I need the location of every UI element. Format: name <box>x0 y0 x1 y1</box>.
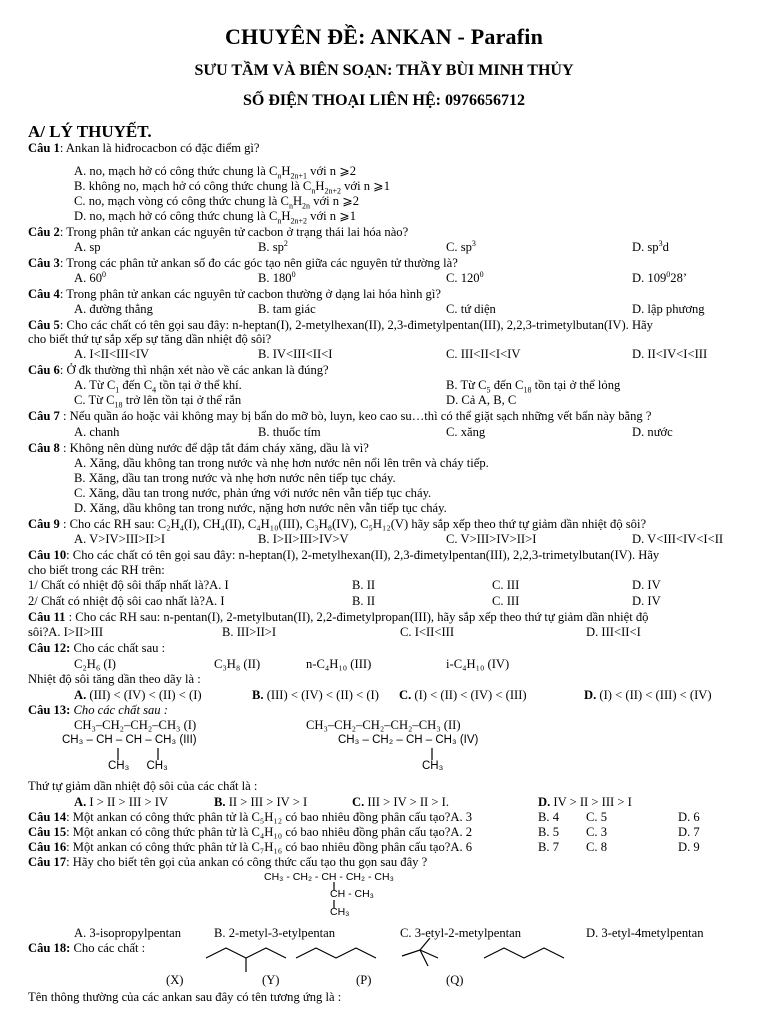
q11-option-c[interactable]: C. I<II<III <box>400 625 455 639</box>
q8-stem: Câu 8 : Không nên dùng nước để dập tắt đám cháy xăng, dầu là vì? <box>28 441 369 455</box>
q3-option-d[interactable]: D. $109^028$’ <box>632 269 688 285</box>
q12-compound-4: i-C₄H₁₀ (IV) <box>446 657 510 671</box>
q13-option-c[interactable]: C. III > IV > II > I. <box>352 795 449 809</box>
q10-sub2-option-a[interactable]: 2/ Chất có nhiệt độ sôi cao nhất là?A. I <box>28 594 225 608</box>
q2-option-c[interactable]: C. $sp^3$ <box>446 238 476 254</box>
q10-stem: Câu 10: Cho các chất có tên gọi sau đây: n-heptan(I), 2-metylhexan(II), 2,3-đimetylpentan(III), 2,2,3-trimetylbutan(IV). Hãy <box>28 548 660 562</box>
q17-formula-methyl: CH₃ <box>330 906 350 918</box>
q1-option-b[interactable]: B. không no, mạch hở có công thức chung là $C_nH_{2n+2}$ với n ⩾1 <box>74 179 391 196</box>
q16-option-c[interactable]: C. 8 <box>586 840 607 854</box>
q2-option-d[interactable]: D. $sp^3d$ <box>632 238 669 254</box>
q13-formula-1: CH₃–CH₂–CH₂–CH₃ (I) <box>74 718 197 732</box>
q12-stem: Câu 12: Cho các chất sau : <box>28 641 166 655</box>
q4-option-b[interactable]: B. tam giác <box>258 302 316 316</box>
q13-formula-4: CH₃ – CH₂ – CH – CH₃ (IV) <box>338 734 479 746</box>
q12-compound-3: n-C₄H₁₀ (III) <box>306 657 372 671</box>
q5-stem-2: cho biết thứ tự sắp xếp sự tăng dần nhiệt độ sôi? <box>28 332 272 346</box>
q6-option-c[interactable]: C. Từ $C_{18}$ trở lên tồn tại ở thể rắn <box>74 393 242 410</box>
q15-stem: Câu 15: Một ankan có công thức phân tử là C₄H₁₀ có bao nhiêu đồng phân cấu tạo?A. 2 <box>28 825 473 839</box>
q3-stem: Câu 3: Trong các phân tử ankan số đo các góc tạo nên giữa các nguyên tử thường là? <box>28 256 458 270</box>
q9-stem: Câu 9 : Cho các RH sau: C₂H₄(I), CH₄(II), C₄H₁₀(III), C₃H₈(IV), C₅H₁₂(V) hãy sắp xếp theo thứ tự giảm dần nhiệt độ sôi? <box>28 517 647 531</box>
q11-stem: Câu 11 : Cho các RH sau: n-pentan(I), 2-metylbutan(II), 2,2-đimetylpropan(III), hãy sắp xếp theo thứ tự giảm dần nhiệt độ <box>28 610 649 624</box>
q11-option-d[interactable]: D. III<II<I <box>586 625 641 639</box>
q18-stem: Câu 18: Cho các chất : <box>28 941 146 955</box>
q12-option-d[interactable]: D. (I) < (II) < (III) < (IV) <box>584 688 712 702</box>
q1-option-d[interactable]: D. no, mạch hở có công thức chung là $C_nH_{2n+2}$ với n ⩾1 <box>74 209 357 226</box>
q7-option-c[interactable]: C. xăng <box>446 425 486 439</box>
q1-stem: Câu 1: Ankan là hiđrocacbon có đặc điểm gì? <box>28 141 260 155</box>
q12-compound-1: C₂H₆ (I) <box>74 657 117 671</box>
phone-line: SỐ ĐIỆN THOẠI LIÊN HỆ: 0976656712 <box>243 92 525 109</box>
q17-option-a[interactable]: A. 3-isopropylpentan <box>74 926 182 940</box>
q17-option-c[interactable]: C. 3-etyl-2-metylpentan <box>400 926 522 940</box>
q14-option-b[interactable]: B. 4 <box>538 810 559 824</box>
q12-stem-2: Nhiệt độ sôi tăng dần theo dãy là : <box>28 672 201 686</box>
q17-formula-main: CH₃ - CH₂ - CH - CH₂ - CH₃ <box>264 871 394 883</box>
q7-option-d[interactable]: D. nước <box>632 425 673 439</box>
q4-option-a[interactable]: A. đường thẳng <box>74 302 153 316</box>
q13-stem-2: Thứ tự giảm dần nhiệt độ sôi của các chất là : <box>28 779 258 793</box>
q14-option-c[interactable]: C. 5 <box>586 810 607 824</box>
q13-formula-3: CH₃ – CH – CH – CH₃ (III) <box>62 734 197 746</box>
q9-option-d[interactable]: D. V<III<IV<I<II <box>632 532 724 546</box>
q10-sub2-option-c[interactable]: C. III <box>492 594 520 608</box>
author-line: SƯU TẦM VÀ BIÊN SOẠN: THẦY BÙI MINH THỦY <box>194 62 574 79</box>
q15-option-d[interactable]: D. 7 <box>678 825 700 839</box>
q17-option-d[interactable]: D. 3-etyl-4metylpentan <box>586 926 704 940</box>
q11-option-b[interactable]: B. III>II>I <box>222 625 277 639</box>
q18-label-x: (X) <box>166 973 184 987</box>
q2-option-b[interactable]: B. $sp^2$ <box>258 238 288 254</box>
q6-option-d[interactable]: D. Cả A, B, C <box>446 393 517 407</box>
q14-option-d[interactable]: D. 6 <box>678 810 700 824</box>
q5-option-c[interactable]: C. III<II<I<IV <box>446 347 521 361</box>
q12-option-b[interactable]: B. (III) < (IV) < (II) < (I) <box>252 688 379 702</box>
q17-formula-branch: CH - CH₃ <box>330 888 374 900</box>
q16-option-b[interactable]: B. 7 <box>538 840 559 854</box>
q5-stem: Câu 5: Cho các chất có tên gọi sau đây: n-heptan(I), 2-metylhexan(II), 2,3-đimetylpentan(III), 2,2,3-trimetylbutan(IV). Hãy <box>28 318 653 332</box>
q1-option-a[interactable]: A. no, mạch hở có công thức chung là $C_nH_{2n+1}$ với n ⩾2 <box>74 164 357 181</box>
q16-option-d[interactable]: D. 9 <box>678 840 700 854</box>
q17-option-b[interactable]: B. 2-metyl-3-etylpentan <box>214 926 336 940</box>
q6-option-a[interactable]: A. Từ $C_1$ đến $C_4$ tồn tại ở thể khí. <box>74 378 242 395</box>
q10-sub2-option-d[interactable]: D. IV <box>632 594 661 608</box>
q9-option-b[interactable]: B. I>II>III>IV>V <box>258 532 349 546</box>
q13-stem: Câu 13: Cho các chất sau : <box>28 703 168 717</box>
q13-formula-3-branches: CH₃ CH₃ <box>108 760 168 772</box>
q10-sub1-option-b[interactable]: B. II <box>352 578 376 592</box>
q9-option-c[interactable]: C. V>III>IV>II>I <box>446 532 537 546</box>
q13-option-b[interactable]: B. II > III > IV > I <box>214 795 308 809</box>
q10-sub2-option-b[interactable]: B. II <box>352 594 376 608</box>
q18-stem-2: Tên thông thường của các ankan sau đây có tên tương ứng là : <box>28 990 342 1004</box>
q4-option-d[interactable]: D. lập phương <box>632 302 705 316</box>
q6-stem: Câu 6: Ở đk thường thì nhận xét nào về các ankan là đúng? <box>28 363 329 377</box>
q6-option-b[interactable]: B. Từ $C_5$ đến $C_{18}$ tồn tại ở thể lỏng <box>446 378 621 395</box>
q5-option-d[interactable]: D. II<IV<I<III <box>632 347 708 361</box>
q2-stem: Câu 2: Trong phân tử ankan các nguyên tử cacbon ở trạng thái lai hóa nào? <box>28 225 409 239</box>
q15-option-c[interactable]: C. 3 <box>586 825 607 839</box>
q18-label-p: (P) <box>356 973 372 987</box>
q1-option-c[interactable]: C. no, mạch vòng có công thức chung là $C_nH_{2n}$ với n ⩾2 <box>74 194 360 211</box>
q3-option-a[interactable]: A. $60^0$ <box>74 269 106 285</box>
q13-formula-4-branch: CH₃ <box>422 760 444 772</box>
q5-option-b[interactable]: B. IV<III<II<I <box>258 347 333 361</box>
document-title: CHUYÊN ĐỀ: ANKAN - Parafin <box>224 24 544 49</box>
q13-option-a[interactable]: A. I > II > III > IV <box>74 795 169 809</box>
q17-stem: Câu 17: Hãy cho biết tên gọi của ankan có công thức cấu tạo thu gọn sau đây ? <box>28 855 428 869</box>
q10-stem-2: cho biết trong các RH trên: <box>28 563 165 577</box>
q10-sub1-option-d[interactable]: D. IV <box>632 578 661 592</box>
q8-option-a[interactable]: A. Xăng, dầu không tan trong nước và nhẹ hơn nước nên nổi lên trên và cháy tiếp. <box>74 456 489 470</box>
q13-option-d[interactable]: D. IV > II > III > I <box>538 795 632 809</box>
q5-option-a[interactable]: A. I<II<III<IV <box>74 347 150 361</box>
q4-stem: Câu 4: Trong phân tử ankan các nguyên tử cacbon thường ở dạng lai hóa hình gì? <box>28 287 441 301</box>
q13-formula-2: CH₃–CH₂–CH₂–CH₂–CH₃ (II) <box>306 718 461 732</box>
q7-stem: Câu 7 : Nếu quần áo hoặc vải không may bị bẩn do mỡ bò, luyn, keo cao su…thì có thể giặt sạch những vết bẩn này bằng ? <box>28 409 652 423</box>
q18-label-y: (Y) <box>262 973 280 987</box>
q10-sub1-option-c[interactable]: C. III <box>492 578 520 592</box>
q8-option-b[interactable]: B. Xăng, dầu tan trong nước và nhẹ hơn nước nên tiếp tục cháy. <box>74 471 396 485</box>
q3-option-b[interactable]: B. $180^0$ <box>258 269 296 285</box>
q9-option-a[interactable]: A. V>IV>III>II>I <box>74 532 166 546</box>
q7-option-a[interactable]: A. chanh <box>74 425 120 439</box>
q18-label-q: (Q) <box>446 973 464 987</box>
q12-compound-2: C₃H₈ (II) <box>214 657 261 671</box>
q7-option-b[interactable]: B. thuốc tím <box>258 425 321 439</box>
q15-option-b[interactable]: B. 5 <box>538 825 559 839</box>
q4-option-c[interactable]: C. tứ diện <box>446 302 496 316</box>
q2-option-a[interactable]: A. sp <box>74 240 101 254</box>
q16-stem: Câu 16: Một ankan có công thức phân tử là C₇H₁₆ có bao nhiêu đồng phân cấu tạo?A. 6 <box>28 840 473 854</box>
q12-option-c[interactable]: C. (I) < (II) < (IV) < (III) <box>399 688 527 702</box>
q12-option-a[interactable]: A. (III) < (IV) < (II) < (I) <box>74 688 202 702</box>
q8-option-c[interactable]: C. Xăng, dầu tan trong nước, phản ứng với nước nên vẫn tiếp tục cháy. <box>74 486 432 500</box>
q11-option-a[interactable]: sôi?A. I>II>III <box>28 625 104 639</box>
section-title: A/ LÝ THUYẾT. <box>28 122 152 141</box>
q8-option-d[interactable]: D. Xăng, dầu không tan trong nước, nặng hơn nước nên vẫn tiếp tục cháy. <box>74 501 447 515</box>
q14-stem: Câu 14: Một ankan có công thức phân tử là C₅H₁₂ có bao nhiêu đồng phân cấu tạo?A. 3 <box>28 810 473 824</box>
q10-sub1-option-a[interactable]: 1/ Chất có nhiệt độ sôi thấp nhất là?A. I <box>28 578 229 592</box>
q3-option-c[interactable]: C. $120^0$ <box>446 269 484 285</box>
